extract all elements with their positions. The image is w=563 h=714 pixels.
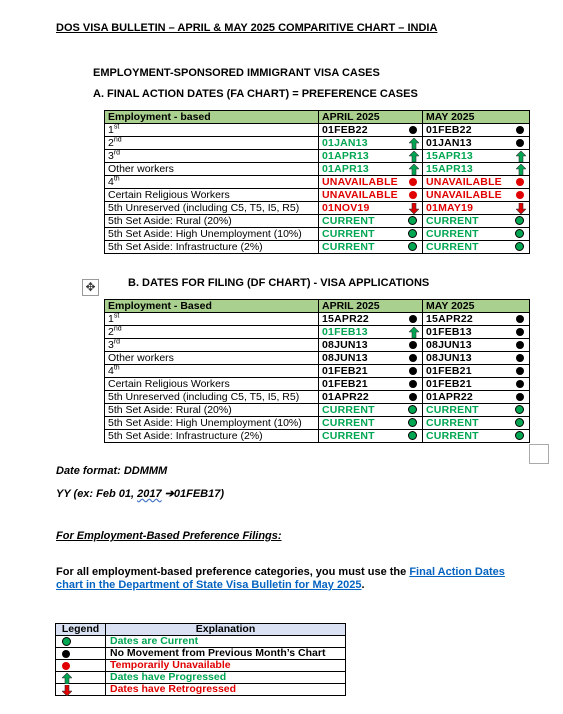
april-date-value: 01APR13 [322,150,369,162]
table-row [105,241,530,254]
black-dot-icon [516,393,524,401]
green-up-arrow-icon [409,151,419,162]
legend-row [56,684,346,696]
category-label: 5th Set Aside: High Unemployment (10%) [108,228,302,240]
black-dot-icon [409,393,417,401]
legend-explanation: Dates are Current [106,636,346,648]
table-row [105,378,530,391]
green-dot-icon [408,431,417,440]
may-date-value: UNAVAILABLE [426,189,502,201]
may-date-value: CURRENT [426,241,479,253]
green-dot-icon [515,216,524,225]
table-row [105,326,530,339]
may-date-value: UNAVAILABLE [426,176,502,188]
table-row [105,228,530,241]
ordinal-suffix: th [113,364,120,372]
category-label: 2 [108,326,114,338]
legend-symbol-cell [56,636,106,648]
may-date-value: CURRENT [426,417,479,429]
table-row [105,417,530,430]
april-date-value: CURRENT [322,404,375,416]
table-row [105,430,530,443]
black-dot-icon [516,367,524,375]
col-header-april: APRIL 2025 [319,300,423,313]
april-date-cell [319,241,423,254]
legend-header-row [56,624,346,636]
col-header-category: Employment - Based [105,300,319,313]
table-header-row [105,300,530,313]
red-dot-icon [409,178,417,186]
may-date-cell [423,215,530,228]
black-dot-icon [409,354,417,362]
may-date-value: 01FEB21 [426,378,472,390]
category-label: Certain Religious Workers [108,378,230,390]
legend-row [56,636,346,648]
april-date-cell [319,124,423,137]
table-row [105,365,530,378]
filings-paragraph [56,566,511,592]
category-cell [105,228,319,241]
col-header-april: APRIL 2025 [319,111,423,124]
green-up-arrow-icon [516,151,526,162]
april-date-cell [319,391,423,404]
april-date-cell [319,430,423,443]
table-move-handle-icon[interactable]: ✥ [82,279,99,296]
table-row [105,150,530,163]
category-cell [105,430,319,443]
ordinal-suffix: nd [113,325,122,333]
ordinal-suffix: st [113,123,120,131]
may-date-value: CURRENT [426,228,479,240]
green-dot-icon [408,242,417,251]
table-row [105,313,530,326]
may-date-value: 01APR22 [426,391,473,403]
legend-symbol-cell [56,648,106,660]
category-label: 4 [108,176,114,188]
may-date-cell [423,326,530,339]
black-dot-icon [62,650,70,658]
may-date-value: 01MAY19 [426,202,474,214]
table-resize-handle[interactable] [529,444,549,464]
black-dot-icon [516,315,524,323]
category-label: 2 [108,137,114,149]
fa-chart-heading: A. FINAL ACTION DATES (FA CHART) = PREFERENCE CASES [93,88,418,100]
april-date-value: 01APR13 [322,163,369,175]
red-dot-icon [516,178,524,186]
black-dot-icon [409,367,417,375]
green-dot-icon [408,418,417,427]
legend-table [55,623,346,696]
april-date-cell [319,378,423,391]
april-date-value: CURRENT [322,228,375,240]
legend-row [56,648,346,660]
category-cell [105,189,319,202]
april-date-value: CURRENT [322,417,375,429]
date-format-note: Date format: DDMMM [56,465,168,477]
date-example-prefix: YY (ex: Feb 01, [56,488,138,500]
green-dot-icon [408,216,417,225]
april-date-value: 01FEB21 [322,378,368,390]
df-chart-heading: B. DATES FOR FILING (DF CHART) - VISA APPLICATIONS [128,277,430,289]
may-date-value: 01JAN13 [426,137,472,149]
red-down-arrow-icon [516,203,526,214]
category-label: 5th Set Aside: Rural (20%) [108,215,232,227]
black-dot-icon [409,315,417,323]
april-date-cell [319,137,423,150]
may-date-cell [423,241,530,254]
red-dot-icon [409,191,417,199]
april-date-cell [319,228,423,241]
ordinal-suffix: rd [113,149,121,157]
green-up-arrow-icon [409,138,419,149]
category-cell [105,241,319,254]
table-header-row [105,111,530,124]
ordinal-suffix: th [113,175,120,183]
legend-col-header: Legend [56,624,106,636]
april-date-value: 01FEB21 [322,365,368,377]
category-label: 1 [108,124,114,136]
black-dot-icon [516,139,524,147]
date-example-result: 01FEB17) [173,488,225,500]
may-date-value: CURRENT [426,430,479,442]
red-dot-icon [62,662,70,670]
final-action-table [104,110,530,254]
table-row [105,215,530,228]
april-date-cell [319,189,423,202]
april-date-cell [319,163,423,176]
may-date-value: CURRENT [426,215,479,227]
table-row [105,202,530,215]
category-cell [105,124,319,137]
may-date-value: 15APR22 [426,313,473,325]
april-date-value: 01NOV19 [322,202,370,214]
may-date-cell [423,163,530,176]
table-row [105,189,530,202]
april-date-value: 08JUN13 [322,339,368,351]
black-dot-icon [516,380,524,388]
april-date-cell [319,326,423,339]
filings-heading: For Employment-Based Preference Filings: [56,530,282,542]
may-date-cell [423,176,530,189]
legend-symbol-cell [56,672,106,684]
green-dot-icon [515,229,524,238]
april-date-cell [319,215,423,228]
table-row [105,124,530,137]
category-label: 5th Unreserved (including C5, T5, I5, R5) [108,391,300,403]
ordinal-suffix: rd [113,338,121,346]
table-row [105,352,530,365]
green-up-arrow-icon [409,164,419,175]
category-cell [105,326,319,339]
may-date-value: 15APR13 [426,150,473,162]
legend-explanation: Temporarily Unavailable [106,660,346,672]
april-date-cell [319,176,423,189]
may-date-value: 01FEB21 [426,365,472,377]
table-row [105,163,530,176]
category-cell [105,215,319,228]
legend-symbol-cell [56,660,106,672]
col-header-category: Employment - based [105,111,319,124]
category-label: Other workers [108,163,174,175]
category-label: 5th Set Aside: High Unemployment (10%) [108,417,302,429]
category-cell [105,365,319,378]
may-date-value: 15APR13 [426,163,473,175]
ordinal-suffix: st [113,312,120,320]
may-date-cell [423,228,530,241]
april-date-cell [319,150,423,163]
category-cell [105,137,319,150]
april-date-cell [319,352,423,365]
final-action-dates-link[interactable]: Final Action Dates chart in the Department of State Visa Bulletin for May 2025 [56,566,505,591]
date-example-year: 2017 [137,488,162,500]
april-date-value: UNAVAILABLE [322,176,398,188]
red-down-arrow-icon [409,203,419,214]
category-cell [105,150,319,163]
green-dot-icon [515,242,524,251]
category-cell [105,404,319,417]
table-row [105,176,530,189]
may-date-cell [423,417,530,430]
may-date-cell [423,352,530,365]
april-date-value: 01APR22 [322,391,369,403]
may-date-cell [423,189,530,202]
may-date-cell [423,124,530,137]
legend-row [56,660,346,672]
may-date-cell [423,339,530,352]
category-cell [105,313,319,326]
black-dot-icon [516,328,524,336]
category-cell [105,176,319,189]
may-date-cell [423,378,530,391]
april-date-value: 15APR22 [322,313,369,325]
legend-symbol-cell [56,684,106,696]
dates-for-filing-table [104,299,530,443]
col-header-may: MAY 2025 [423,111,530,124]
april-date-cell [319,417,423,430]
may-date-value: 08JUN13 [426,352,472,364]
col-header-may: MAY 2025 [423,300,530,313]
ordinal-suffix: nd [113,136,122,144]
category-label: 1 [108,313,114,325]
category-label: Other workers [108,352,174,364]
april-date-value: CURRENT [322,430,375,442]
category-label: 5th Set Aside: Infrastructure (2%) [108,241,263,253]
may-date-value: 01FEB13 [426,326,472,338]
green-dot-icon [408,405,417,414]
may-date-value: CURRENT [426,404,479,416]
category-cell [105,202,319,215]
table-row [105,404,530,417]
category-label: Certain Religious Workers [108,189,230,201]
may-date-value: 01FEB22 [426,124,472,136]
document-title: DOS VISA BULLETIN – APRIL & MAY 2025 COMPARITIVE CHART – INDIA [56,22,438,34]
black-dot-icon [516,126,524,134]
category-cell [105,163,319,176]
date-example-note [56,487,224,500]
may-date-cell [423,391,530,404]
green-up-arrow-icon [409,327,419,338]
red-down-arrow-icon [62,685,72,696]
may-date-cell [423,365,530,378]
may-date-cell [423,137,530,150]
section-heading: EMPLOYMENT-SPONSORED IMMIGRANT VISA CASES [93,67,380,79]
may-date-value: 08JUN13 [426,339,472,351]
april-date-cell [319,202,423,215]
green-dot-icon [515,405,524,414]
category-label: 5th Unreserved (including C5, T5, I5, R5) [108,202,300,214]
april-date-value: CURRENT [322,241,375,253]
may-date-cell [423,313,530,326]
legend-explanation: Dates have Retrogressed [106,684,346,696]
legend-explanation: Dates have Progressed [106,672,346,684]
april-date-value: 01JAN13 [322,137,368,149]
april-date-value: 08JUN13 [322,352,368,364]
april-date-value: UNAVAILABLE [322,189,398,201]
filings-text: For all employment-based preference categories, you must use the [56,566,410,578]
category-label: 3 [108,339,114,351]
black-dot-icon [409,380,417,388]
category-label: 3 [108,150,114,162]
category-cell [105,378,319,391]
april-date-cell [319,365,423,378]
category-cell [105,391,319,404]
red-dot-icon [516,191,524,199]
may-date-cell [423,202,530,215]
category-label: 5th Set Aside: Rural (20%) [108,404,232,416]
april-date-value: CURRENT [322,215,375,227]
green-dot-icon [515,418,524,427]
category-label: 5th Set Aside: Infrastructure (2%) [108,430,263,442]
april-date-cell [319,404,423,417]
green-up-arrow-icon [516,164,526,175]
black-dot-icon [409,341,417,349]
legend-row [56,672,346,684]
category-label: 4 [108,365,114,377]
table-row [105,339,530,352]
explanation-col-header: Explanation [106,624,346,636]
green-dot-icon [515,431,524,440]
black-dot-icon [516,341,524,349]
may-date-cell [423,150,530,163]
may-date-cell [423,404,530,417]
black-dot-icon [516,354,524,362]
april-date-cell [319,339,423,352]
category-cell [105,352,319,365]
filings-end: . [361,579,365,591]
april-date-value: 01FEB13 [322,326,368,338]
green-dot-icon [62,637,71,646]
black-dot-icon [409,126,417,134]
right-arrow-icon: ➔ [164,488,174,500]
green-dot-icon [408,229,417,238]
table-row [105,137,530,150]
may-date-cell [423,430,530,443]
april-date-cell [319,313,423,326]
legend-explanation: No Movement from Previous Month’s Chart [106,648,346,660]
april-date-value: 01FEB22 [322,124,368,136]
category-cell [105,339,319,352]
table-row [105,391,530,404]
green-up-arrow-icon [62,673,72,684]
category-cell [105,417,319,430]
